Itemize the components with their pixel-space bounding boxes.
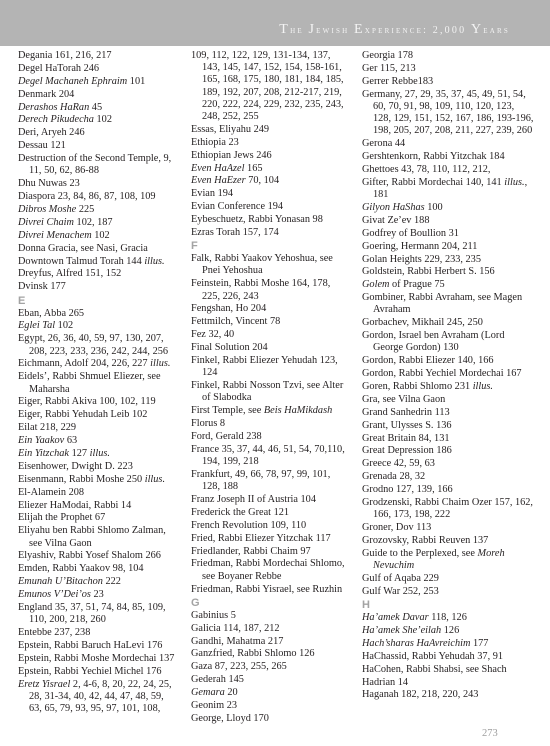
index-entry	[191, 713, 349, 725]
entry-text: Feinstein, Rabbi Moshe 164, 178, 225, 226, 243	[191, 278, 331, 302]
entry-text: Evian 194	[191, 188, 234, 200]
entry-text: Great Britain 84, 131	[362, 432, 450, 444]
index-entry	[18, 230, 178, 242]
entry-text-italic: illus.	[89, 447, 110, 459]
entry-text: Epstein, Rabbi Baruch HaLevi 176	[18, 639, 163, 651]
index-entry	[362, 573, 534, 585]
index-entry	[362, 317, 534, 329]
entry-text: Greece 42, 59, 63	[362, 458, 435, 470]
entry-text: First Temple, see	[191, 405, 264, 417]
index-entry	[191, 214, 349, 226]
entry-text: Eilat 218, 229	[18, 422, 77, 434]
entry-text: Elyashiv, Rabbi Yosef Shalom 266	[18, 550, 161, 562]
index-entry	[18, 191, 178, 203]
index-entry	[362, 522, 534, 534]
entry-text: 222	[102, 576, 121, 588]
entry-text: Degania 161, 216, 217	[18, 50, 112, 61]
entry-text: Dessau 121	[18, 140, 66, 152]
index-entry	[191, 405, 349, 417]
entry-text: Gaza 87, 223, 255, 265	[191, 661, 287, 673]
entry-text: Fengshan, Ho 204	[191, 303, 267, 315]
entry-text: Fried, Rabbi Eliezer Yitzchak 117	[191, 532, 331, 544]
entry-text: Falk, Rabbi Yaakov Yehoshua, see Pnei Yehoshua	[191, 253, 333, 277]
entry-text: 45	[89, 101, 103, 113]
entry-text: Diaspora 23, 84, 86, 87, 108, 109	[18, 191, 156, 203]
entry-text: Downtown Talmud Torah 144	[18, 255, 145, 267]
index-entry	[191, 431, 349, 443]
index-entry	[18, 256, 178, 268]
entry-text: England 35, 37, 51, 74, 84, 85, 109, 110, 200, 218, 260	[18, 601, 166, 626]
entry-text: Gerona 44	[362, 138, 406, 150]
index-entry	[18, 204, 178, 216]
entry-text: Eliyahu ben Rabbi Shlomo Zalman, see Vilna Gaon	[18, 525, 166, 549]
index-entry	[191, 278, 349, 302]
entry-text: Geonim 23	[191, 700, 238, 712]
index-entry	[18, 550, 178, 562]
index-entry	[18, 89, 178, 101]
index-entry	[191, 124, 349, 136]
entry-text: 23	[90, 589, 104, 601]
entry-text: Eidels’, Rabbi Shmuel Eliezer, see Maharsha	[18, 371, 161, 395]
entry-text: 126	[441, 625, 460, 636]
index-entry	[18, 627, 178, 639]
index-entry	[18, 102, 178, 114]
index-entry	[191, 494, 349, 506]
index-entry	[362, 202, 534, 214]
entry-text: Ger 115, 213	[362, 62, 416, 74]
index-entry	[18, 602, 178, 626]
section-letter-e: E	[18, 294, 26, 307]
index-entry	[18, 666, 178, 678]
index-entry	[191, 636, 349, 648]
header-title-part: ewish	[316, 25, 355, 36]
index-entry	[18, 512, 178, 524]
index-entry	[18, 333, 178, 357]
entry-text: Ezras Torah 157, 174	[191, 227, 279, 239]
entry-text: Grozovsky, Rabbi Reuven 137	[362, 535, 489, 547]
index-entry	[191, 163, 349, 175]
index-entry	[362, 677, 534, 689]
header-title-part: J	[308, 22, 317, 37]
index-entry	[18, 679, 178, 716]
index-entry	[18, 422, 178, 434]
index-column-1	[18, 50, 178, 716]
entry-text-italic: Ein Yitzchak	[18, 447, 70, 459]
index-entry	[362, 689, 534, 701]
index-entry	[191, 380, 349, 404]
entry-text: Haganah 182, 218, 220, 243	[362, 689, 479, 701]
index-entry	[362, 138, 534, 150]
index-entry	[362, 177, 534, 201]
entry-text: Entebbe 237, 238	[18, 627, 91, 639]
entry-text-italic: Derashos HaRan	[18, 101, 90, 113]
index-entry	[18, 281, 178, 293]
entry-text-italic: illus.	[144, 473, 166, 485]
entry-text: Eiger, Rabbi Yehudah Leib 102	[18, 409, 148, 421]
header-title-part: E	[354, 22, 365, 37]
entry-text: Grenada 28, 32	[362, 471, 426, 483]
entry-text: Frankfurt, 49, 66, 78, 97, 99, 101, 128, 188	[191, 468, 331, 493]
index-entry	[191, 253, 349, 277]
index-entry	[362, 151, 534, 163]
index-entry	[362, 651, 534, 663]
entry-text: French Revolution 109, 110	[191, 519, 307, 531]
entry-text: Gra, see Vilna Gaon	[362, 393, 446, 405]
entry-text: , 181	[373, 176, 528, 201]
index-entry	[191, 175, 349, 187]
entry-text: Gershtenkorn, Rabbi Yitzchak 184	[362, 151, 505, 163]
entry-text-italic: Divrei Chaim	[18, 216, 74, 228]
entry-text-italic: illus.	[150, 358, 171, 370]
index-entry	[18, 487, 178, 499]
entry-text: Ethiopia 23	[191, 136, 239, 148]
index-entry	[18, 448, 178, 460]
index-entry	[191, 687, 349, 699]
entry-text-italic: Even HaAzel	[191, 162, 245, 174]
index-entry	[18, 653, 178, 665]
entry-text-italic: Beis HaMikdash	[263, 405, 333, 417]
entry-text-italic: Emunos V’Dei’os	[18, 589, 91, 601]
entry-text: Grant, Ulysses S. 136	[362, 419, 452, 431]
index-entry	[18, 500, 178, 512]
entry-text: 70, 104	[245, 175, 280, 187]
entry-text: Fez 32, 40	[191, 329, 235, 341]
entry-text-italic: Ha’amek Davar	[362, 612, 429, 624]
index-entry	[18, 358, 178, 370]
entry-text-italic: Hach’sharas HaAvreichim	[362, 637, 471, 649]
entry-text: Ford, Gerald 238	[191, 430, 262, 442]
index-entry	[362, 241, 534, 253]
entry-text: Franz Joseph II of Austria 104	[191, 494, 316, 506]
entry-text: Germany, 27, 29, 35, 37, 45, 49, 51, 54, 60, 70, 91, 98, 109, 110, 120, 123, 128, 129, 151, 152, 167, 186, 193-196, 198, 205, 207, 208, 211, 227, 239, 260	[362, 88, 534, 137]
index-entry	[18, 63, 178, 75]
header-title-part: T	[279, 22, 291, 37]
entry-text: HaCohen, Rabbi Shabsi, see Shach	[362, 663, 507, 675]
entry-text: Gederah 145	[191, 674, 244, 686]
entry-text: Essas, Eliyahu 249	[191, 123, 270, 135]
running-header-title	[0, 22, 510, 38]
entry-text: Emden, Rabbi Yaakov 98, 104	[18, 563, 144, 575]
index-entry	[362, 330, 534, 354]
entry-text: Givat Ze’ev 188	[362, 214, 430, 226]
entry-text: Ganzfried, Rabbi Shlomo 126	[191, 648, 315, 660]
entry-text-italic: illus.	[472, 381, 493, 393]
index-entry	[18, 140, 178, 152]
index-entry	[18, 435, 178, 447]
index-column-3	[362, 50, 534, 702]
entry-text: Frederick the Great 121	[191, 506, 290, 518]
entry-text: Ghettoes 43, 78, 110, 112, 212,	[362, 163, 491, 175]
index-entry	[191, 648, 349, 660]
entry-text: Finkel, Rabbi Nosson Tzvi, see Alter of Slabodka	[191, 380, 344, 404]
index-entry	[362, 612, 534, 624]
entry-text: Galicia 114, 187, 212	[191, 622, 280, 634]
entry-text: 127	[69, 447, 90, 459]
entry-text: Fettmilch, Vincent 78	[191, 316, 281, 328]
entry-text: Eichmann, Adolf 204, 226, 227	[18, 358, 151, 370]
index-entry	[18, 640, 178, 652]
index-entry	[362, 548, 534, 572]
entry-text: Elijah the Prophet 67	[18, 512, 106, 524]
index-entry	[18, 525, 178, 549]
entry-text: Deri, Aryeh 246	[18, 127, 85, 139]
entry-text: Eisenmann, Rabbi Moshe 250	[18, 473, 145, 485]
entry-text: Hadrian 14	[362, 676, 409, 688]
index-entry	[362, 586, 534, 598]
entry-text: Groner, Dov 113	[362, 522, 432, 534]
entry-text: Georgia 178	[362, 50, 413, 61]
index-entry	[191, 355, 349, 379]
entry-text-italic: Degel Machaneh Ephraim	[18, 75, 128, 87]
entry-text: Great Depression 186	[362, 445, 452, 457]
entry-text: 102	[91, 229, 110, 241]
index-entry	[362, 254, 534, 266]
entry-text: Denmark 204	[18, 88, 75, 100]
index-entry	[362, 368, 534, 380]
entry-text: Gerrer Rebbe183	[362, 75, 434, 87]
entry-text: Epstein, Rabbi Moshe Mordechai 137	[18, 652, 175, 664]
entry-text: Gifter, Rabbi Mordechai 140, 141	[362, 176, 505, 188]
index-entry	[18, 308, 178, 320]
index-entry	[362, 625, 534, 637]
header-title-part: xperience: 2,000	[364, 25, 471, 36]
index-entry	[191, 201, 349, 213]
index-entry	[18, 153, 178, 177]
entry-text: Florus 8	[191, 418, 226, 430]
index-entry	[18, 50, 178, 62]
entry-text: Gulf War 252, 253	[362, 585, 439, 597]
index-entry	[362, 279, 534, 291]
index-entry	[18, 76, 178, 88]
entry-text-italic: Eglei Tal	[18, 320, 56, 332]
entry-text: Friedlander, Rabbi Chaim 97	[191, 545, 311, 557]
entry-text: 2, 4-6, 8, 20, 22, 24, 25, 28, 31-34, 40, 42, 44, 47, 48, 59, 63, 65, 79, 93, 95, 97, 101, 108,	[29, 678, 172, 715]
index-entry	[191, 329, 349, 341]
index-entry	[18, 409, 178, 421]
entry-text-italic: Ha’amek She’eilah	[362, 625, 442, 636]
index-entry	[362, 215, 534, 227]
index-entry	[362, 497, 534, 521]
index-entry	[362, 420, 534, 432]
entry-text-italic: Divrei Menachem	[18, 229, 92, 241]
index-entry	[362, 484, 534, 496]
index-entry	[191, 316, 349, 328]
index-entry	[191, 546, 349, 558]
entry-text: 177	[470, 637, 489, 649]
entry-text: Eban, Abba 265	[18, 307, 85, 319]
index-entry	[18, 461, 178, 473]
entry-text: Gandhi, Mahatma 217	[191, 635, 284, 647]
index-entry	[18, 589, 178, 601]
entry-text: Final Solution 204	[191, 342, 268, 354]
entry-text: Dhu Nuwas 23	[18, 178, 80, 190]
index-entry	[362, 50, 534, 62]
entry-text: Eybeschuetz, Rabbi Yonasan 98	[191, 214, 323, 226]
index-entry	[18, 396, 178, 408]
index-entry	[362, 63, 534, 75]
index-entry	[18, 243, 178, 255]
index-entry	[191, 674, 349, 686]
entry-text: Goren, Rabbi Shlomo 231	[362, 381, 473, 393]
index-entry	[18, 127, 178, 139]
entry-text: 102	[55, 320, 74, 332]
entry-text: Gordon, Rabbi Yechiel Mordechai 167	[362, 368, 522, 380]
entry-text: 165	[244, 162, 263, 174]
index-entry	[362, 355, 534, 367]
entry-text: Gordon, Israel ben Avraham (Lord George Gordon) 130	[362, 330, 505, 354]
index-entry	[191, 507, 349, 519]
entry-text: Degel HaTorah 246	[18, 62, 100, 74]
index-entry	[191, 418, 349, 430]
index-entry	[191, 303, 349, 315]
section-letter-f: F	[191, 240, 198, 253]
entry-text: 102, 187	[73, 216, 113, 228]
entry-text: Goering, Hermann 204, 211	[362, 240, 478, 252]
entry-text: Goldstein, Rabbi Herbert S. 156	[362, 266, 495, 278]
index-entry	[362, 458, 534, 470]
entry-text: Gulf of Aqaba 229	[362, 573, 439, 585]
entry-text: 225	[76, 204, 95, 215]
entry-text: El-Alamein 208	[18, 486, 85, 498]
index-entry	[191, 533, 349, 545]
index-entry	[191, 444, 349, 468]
index-entry	[18, 114, 178, 126]
index-entry	[362, 535, 534, 547]
entry-text-italic: Golem	[362, 279, 390, 291]
index-entry	[191, 469, 349, 493]
index-entry	[362, 445, 534, 457]
entry-text: Eliezer HaModai, Rabbi 14	[18, 499, 132, 511]
index-entry	[362, 394, 534, 406]
section-letter-h: H	[362, 599, 370, 612]
entry-text: Ethiopian Jews 246	[191, 149, 272, 161]
entry-text: Evian Conference 194	[191, 201, 284, 213]
index-entry	[362, 471, 534, 483]
entry-text: Godfrey of Boullion 31	[362, 227, 459, 239]
entry-text: of Prague 75	[389, 279, 445, 291]
entry-text: Gorbachev, Mikhail 245, 250	[362, 317, 483, 329]
entry-text: Gordon, Rabbi Eliezer 140, 166	[362, 355, 494, 367]
entry-text: Eiger, Rabbi Akiva 100, 102, 119	[18, 396, 156, 408]
entry-text-italic: Derech Pikudecha	[18, 114, 94, 126]
running-header-bar	[0, 0, 550, 46]
entry-text: Friedman, Rabbi Yisrael, see Ruzhin	[191, 583, 343, 595]
entry-text: Egypt, 26, 36, 40, 59, 97, 130, 207, 208, 223, 233, 236, 242, 244, 256	[18, 333, 169, 357]
index-entry	[362, 433, 534, 445]
entry-text: 118, 126	[428, 612, 467, 624]
entry-text: Grodno 127, 139, 166	[362, 484, 453, 496]
entry-text: Finkel, Rabbi Eliezer Yehudah 123, 124	[191, 354, 338, 379]
entry-text: 20	[224, 687, 238, 699]
index-entry	[191, 342, 349, 354]
index-entry	[191, 700, 349, 712]
index-entry	[191, 150, 349, 162]
entry-text: 101	[127, 75, 146, 87]
index-entry	[18, 474, 178, 486]
index-entry	[18, 178, 178, 190]
entry-text: George, Lloyd 170	[191, 712, 269, 724]
index-entry	[191, 520, 349, 532]
entry-text-italic: illus.	[504, 176, 525, 188]
entry-text: Donna Gracia, see Nasi, Gracia	[18, 242, 148, 254]
entry-text: Gombiner, Rabbi Avraham, see Magen Avraham	[362, 292, 523, 316]
index-entry	[362, 292, 534, 316]
index-entry	[18, 576, 178, 588]
header-title-part: ears	[483, 25, 510, 36]
index-entry	[191, 623, 349, 635]
index-entry	[18, 268, 178, 280]
entry-text: HaChassid, Rabbi Yehudah 37, 91	[362, 650, 504, 662]
entry-text-italic: Ein Yaakov	[18, 435, 65, 447]
entry-text-italic: Gilyon HaShas	[362, 201, 425, 213]
index-entry	[18, 320, 178, 332]
entry-text-italic: illus.	[144, 255, 165, 267]
index-entry	[191, 661, 349, 673]
page-number: 273	[482, 728, 498, 739]
entry-text-italic: Eretz Yisrael	[18, 678, 71, 690]
index-entry	[362, 89, 534, 138]
header-title-part: Y	[470, 22, 484, 37]
index-column-2	[191, 50, 349, 726]
index-entry	[362, 228, 534, 240]
section-letter-g: G	[191, 596, 200, 609]
entry-text: Epstein, Rabbi Yechiel Michel 176	[18, 665, 162, 677]
index-entry	[362, 76, 534, 88]
entry-text: Destruction of the Second Temple, 9, 11, 50, 62, 86-88	[18, 153, 172, 177]
entry-text: Dvinsk 177	[18, 281, 66, 293]
entry-text-italic: Dibros Moshe	[18, 204, 77, 215]
index-entry	[191, 610, 349, 622]
index-entry	[362, 381, 534, 393]
entry-text-italic: Emunah U’Bitachon	[18, 576, 103, 588]
entry-text: France 35, 37, 44, 46, 51, 54, 70,110, 194, 199, 218	[191, 443, 345, 468]
entry-text: 100	[424, 201, 443, 213]
header-title-part: he	[290, 25, 309, 36]
index-entry	[191, 558, 349, 582]
index-entry	[191, 188, 349, 200]
index-entry	[362, 638, 534, 650]
index-entry	[18, 371, 178, 395]
index-entry	[191, 227, 349, 239]
index-entry	[362, 664, 534, 676]
index-entry	[191, 137, 349, 149]
entry-text: Dreyfus, Alfred 151, 152	[18, 268, 122, 280]
entry-text: Grodzenski, Rabbi Chaim Ozer 157, 162, 166, 173, 198, 222	[362, 497, 534, 521]
entry-text-italic: Gemara	[191, 687, 225, 699]
entry-text: 109, 112, 122, 129, 131-134, 137, 143, 145, 147, 152, 154, 158-161, 165, 168, 175, 180, 181, 184, 185, 189, 192, 207, 208, 212-217, 219, 220, 222, 224, 229, 232, 235, 243, 248, 252, 255	[191, 50, 344, 123]
index-entry	[191, 50, 349, 123]
entry-text: Grand Sanhedrin 113	[362, 406, 450, 418]
entry-text: Golan Heights 229, 233, 235	[362, 253, 481, 265]
index-entry	[191, 584, 349, 596]
entry-text: Eisenhower, Dwight D. 223	[18, 460, 133, 472]
index-entry	[18, 563, 178, 575]
index-entry	[18, 217, 178, 229]
entry-text: Gabinius 5	[191, 609, 236, 621]
entry-text: Guide to the Perplexed, see	[362, 547, 478, 559]
index-entry	[362, 407, 534, 419]
entry-text: 63	[64, 435, 78, 447]
entry-text: Friedman, Rabbi Mordechai Shlomo, see Boyaner Rebbe	[191, 558, 345, 582]
index-entry	[362, 266, 534, 278]
entry-text: 102	[93, 114, 112, 126]
index-entry	[362, 164, 534, 176]
entry-text-italic: Even HaEzer	[191, 175, 246, 187]
entry-text-italic: Moreh Nevuchim	[373, 547, 505, 572]
